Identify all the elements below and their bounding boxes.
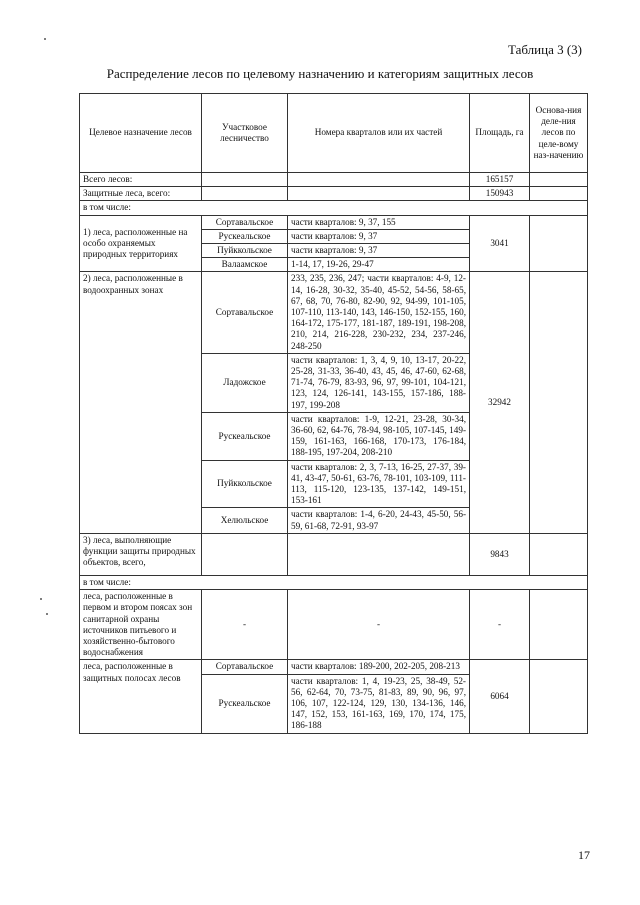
quarters-list: части кварталов: 2, 3, 7-13, 16-25, 27-37, 39-41, 43-47, 50-61, 63-76, 78-101, 103-109, 111-113, 115-120, 123-135, 137-142, 149-151, 153-161 [288,460,470,508]
page-number: 17 [578,848,590,862]
forestry-name: Рускеальское [202,674,288,733]
table-row [80,215,588,229]
forestry-name: Сортавальское [202,272,288,353]
group-area: - [470,590,530,660]
quarters-list: части кварталов: 1, 3, 4, 9, 10, 13-17, 20-22, 25-28, 31-33, 36-40, 43, 45, 46, 47-60, 62-68, 71-74, 76-79, 83-93, 96, 97, 99-101, 104-121, 123, 124, 126-141, 143-155, 157-186, 188-197, 199-208 [288,353,470,412]
table-row-total [80,173,588,187]
including-label: в том числе: [80,575,588,589]
forest-distribution-table [79,93,588,734]
group-label: леса, расположенные в защитных полосах лесов [80,660,202,733]
header-forestry: Участковое лесничество [202,94,288,173]
header-purpose: Целевое назначение лесов [80,94,202,173]
scan-dot [46,613,48,615]
forestry-name: Ладожское [202,353,288,412]
table-row-protective [80,187,588,201]
quarters-list: части кварталов: 1-4, 6-20, 24-43, 45-50, 56-59, 61-68, 72-91, 93-97 [288,508,470,533]
group-label: 2) леса, расположенные в водоохранных зонах [80,272,202,533]
scan-dot [44,38,46,40]
header-basis: Основа-ния деле-ния лесов по целе-вому наз-начению [530,94,588,173]
forestry-name: Пуйккольское [202,244,288,258]
protective-area: 150943 [470,187,530,201]
protective-label: Защитные леса, всего: [80,187,202,201]
table-header-row [80,94,588,173]
forestry-name: Сортавальское [202,215,288,229]
header-area: Площадь, га [470,94,530,173]
quarters-list: части кварталов: 9, 37 [288,229,470,243]
group-label: 3) леса, выполняющие функции защиты природных объектов, всего, [80,533,202,575]
group-label: 1) леса, расположенные на особо охраняемых природных территориях [80,215,202,272]
table-row [80,660,588,674]
scan-dot [40,598,42,600]
table-row-including [80,201,588,215]
quarters-list: части кварталов: 9, 37 [288,244,470,258]
group-area: 9843 [470,533,530,575]
group-area: 32942 [470,272,530,533]
quarters-list: части кварталов: 1-9, 12-21, 23-28, 30-34, 36-60, 62, 64-76, 78-94, 98-105, 107-145, 149-159, 161-163, 166-168, 170-173, 176-184, 188-195, 197-204, 208-210 [288,412,470,460]
quarters-list: - [288,590,470,660]
table-caption: Распределение лесов по целевому назначению и категориям защитных лесов [106,66,534,81]
forestry-name: Хелюльское [202,508,288,533]
table-number: Таблица 3 (3) [507,42,582,57]
quarters-list: части кварталов: 1, 4, 19-23, 25, 38-49, 52-56, 62-64, 70, 73-75, 81-83, 89, 90, 96, 97, 106, 107, 122-124, 129, 130, 134-136, 146, 147, 152, 153, 161-163, 169, 170, 174, 175, 186-188 [288,674,470,733]
forestry-name: Валаамское [202,258,288,272]
table-row [80,533,588,575]
quarters-list: части кварталов: 9, 37, 155 [288,215,470,229]
group-area: 6064 [470,660,530,733]
table-row [80,272,588,353]
forestry-name: Пуйккольское [202,460,288,508]
including-label: в том числе: [80,201,588,215]
quarters-list: части кварталов: 189-200, 202-205, 208-213 [288,660,470,674]
quarters-list: 1-14, 17, 19-26, 29-47 [288,258,470,272]
forestry-name: Рускеальское [202,412,288,460]
forestry-name: - [202,590,288,660]
quarters-list: 233, 235, 236, 247; части кварталов: 4-9, 12-14, 16-28, 30-32, 35-40, 45-52, 54-56, 58-65, 67, 68, 70, 76-80, 82-90, 92, 94-99, 101-105, 107-110, 113-140, 143, 146-150, 152-155, 160, 164-172, 175-177, 181-187, 189-191, 198-208, 210, 214, 216-228, 230-232, 234, 237-246, 248-250 [288,272,470,353]
total-label: Всего лесов: [80,173,202,187]
table-row [80,590,588,660]
forestry-name: Рускеальское [202,229,288,243]
header-quarters: Номера кварталов или их частей [288,94,470,173]
total-area: 165157 [470,173,530,187]
group-area: 3041 [470,215,530,272]
forestry-name: Сортавальское [202,660,288,674]
group-label: леса, расположенные в первом и втором поясах зон санитарной охраны источников питьевого и хозяйственно-бытового водоснабжения [80,590,202,660]
table-row-including [80,575,588,589]
